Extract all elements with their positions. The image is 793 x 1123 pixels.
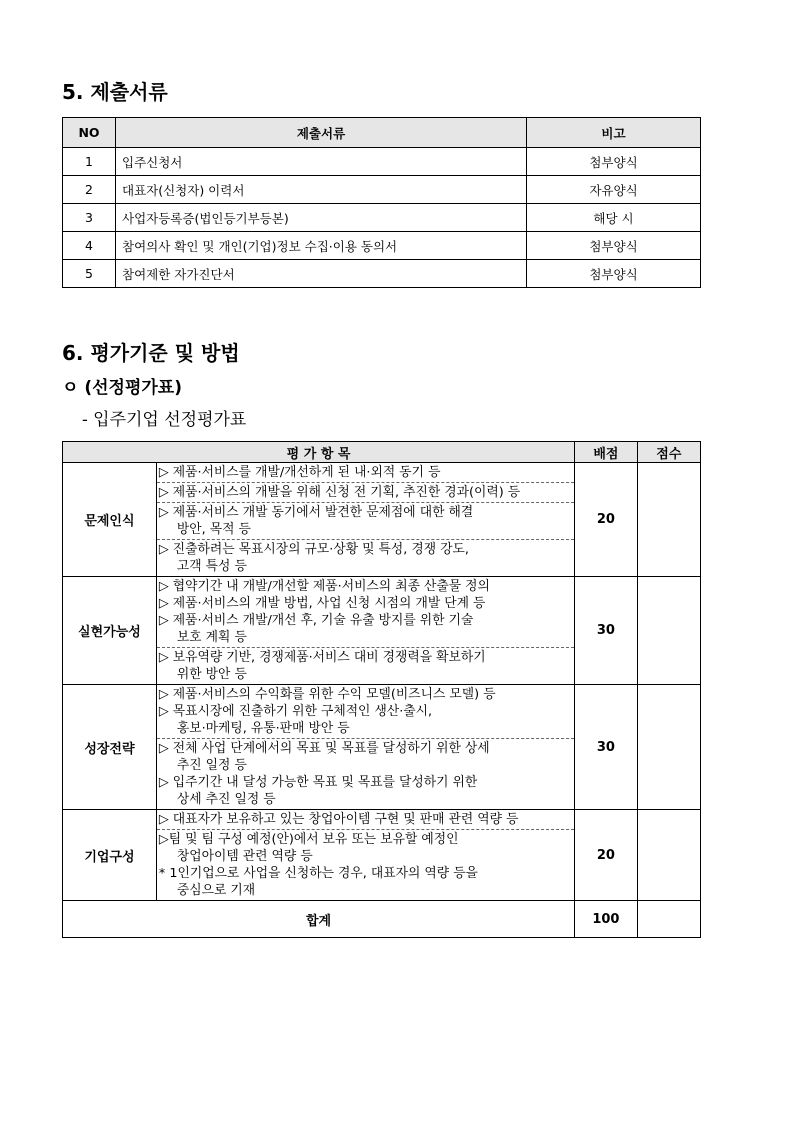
criteria-item (157, 810, 574, 830)
category-score: 30 (575, 685, 638, 810)
evaluation-table (62, 441, 701, 938)
criteria-line: 추진 일정 등 (176, 758, 247, 773)
category-score: 20 (575, 463, 638, 577)
criteria-list (156, 577, 574, 685)
criteria-list (156, 463, 574, 577)
points-cell (637, 463, 700, 577)
total-row (63, 901, 701, 938)
criteria-line: ▷ 제품·서비스 개발/개선 후, 기술 유출 방지를 위한 기술 (158, 613, 474, 628)
criteria-line: ▷ 보유역량 기반, 경쟁제품·서비스 대비 경쟁력을 확보하기 (158, 650, 486, 665)
category-score: 30 (575, 577, 638, 685)
criteria-line: ▷ 진출하려는 목표시장의 규모·상황 및 특성, 경쟁 강도, (158, 542, 469, 557)
criteria-line: * 1인기업으로 사업을 신청하는 경우, 대표자의 역량 등을 (158, 866, 478, 881)
criteria-line: 창업아이템 관련 역량 등 (176, 849, 313, 864)
category-name: 성장전략 (63, 685, 157, 810)
section6-table-caption: - 입주기업 선정평가표 (82, 410, 247, 430)
criteria-line: ▷ 제품·서비스를 개발/개선하게 된 내·외적 동기 등 (158, 465, 441, 480)
total-score: 100 (575, 901, 638, 938)
doc-note: 첨부양식 (527, 232, 701, 260)
criteria-line: ▷ 제품·서비스의 개발 방법, 사업 신청 시점의 개발 단계 등 (158, 596, 486, 611)
category-name: 문제인식 (63, 463, 157, 577)
criteria-line: 보호 계획 등 (176, 630, 247, 645)
criteria-line: ▷ 제품·서비스 개발 동기에서 발견한 문제점에 대한 해결 (158, 505, 474, 520)
evaluation-row (63, 685, 701, 810)
doc-name: 입주신청서 (116, 148, 527, 176)
table-row (63, 148, 701, 176)
criteria-line: ▷ 전체 사업 단계에서의 목표 및 목표를 달성하기 위한 상세 (158, 741, 490, 756)
criteria-line: 상세 추진 일정 등 (176, 792, 276, 807)
criteria-list (156, 685, 574, 810)
points-cell (637, 810, 700, 901)
evaluation-row (63, 810, 701, 901)
criteria-item (157, 483, 574, 503)
evaluation-row (63, 463, 701, 577)
criteria-line: 중심으로 기재 (176, 883, 256, 898)
col-header-score: 배점 (575, 442, 638, 463)
criteria-line: ▷ 제품·서비스의 개발을 위해 신청 전 기획, 추진한 경과(이력) 등 (158, 485, 521, 500)
criteria-item (157, 540, 574, 576)
section6-subtitle: ㅇ (선정평가표) (62, 378, 182, 398)
criteria-line: 방안, 목적 등 (176, 522, 251, 537)
doc-name: 사업자등록증(법인등기부등본) (116, 204, 527, 232)
criteria-item (157, 830, 574, 900)
table-row (63, 232, 701, 260)
criteria-item (157, 685, 574, 739)
category-score: 20 (575, 810, 638, 901)
criteria-line: 홍보·마케팅, 유통·판매 방안 등 (176, 721, 350, 736)
doc-note: 첨부양식 (527, 148, 701, 176)
doc-no: 3 (63, 204, 116, 232)
criteria-line: ▷ 목표시장에 진출하기 위한 구체적인 생산·출시, (158, 704, 433, 719)
criteria-line: 고객 특성 등 (176, 559, 247, 574)
documents-table (62, 117, 701, 288)
col-header-points: 점수 (637, 442, 700, 463)
points-cell (637, 685, 700, 810)
table-row (63, 204, 701, 232)
points-cell (637, 577, 700, 685)
criteria-line: ▷ 협약기간 내 개발/개선할 제품·서비스의 최종 산출물 정의 (158, 579, 490, 594)
criteria-list (156, 810, 574, 901)
col-header-document: 제출서류 (116, 118, 527, 148)
doc-note: 해당 시 (527, 204, 701, 232)
doc-no: 5 (63, 260, 116, 288)
criteria-item (157, 648, 574, 684)
criteria-item (157, 503, 574, 540)
total-label: 합계 (63, 901, 575, 938)
category-name: 실현가능성 (63, 577, 157, 685)
doc-note: 자유양식 (527, 176, 701, 204)
table-row (63, 176, 701, 204)
total-points-cell (637, 901, 700, 938)
category-name: 기업구성 (63, 810, 157, 901)
doc-name: 참여의사 확인 및 개인(기업)정보 수집·이용 동의서 (116, 232, 527, 260)
doc-no: 4 (63, 232, 116, 260)
criteria-line: ▷ 입주기간 내 달성 가능한 목표 및 목표를 달성하기 위한 (158, 775, 478, 790)
criteria-item (157, 739, 574, 809)
col-header-no: NO (63, 118, 116, 148)
section5-title: 5. 제출서류 (62, 80, 168, 104)
evaluation-row (63, 577, 701, 685)
criteria-line: ▷ 대표자가 보유하고 있는 창업아이템 구현 및 판매 관련 역량 등 (158, 812, 519, 827)
doc-name: 대표자(신청자) 이력서 (116, 176, 527, 204)
criteria-line: ▷ 제품·서비스의 수익화를 위한 수익 모델(비즈니스 모델) 등 (158, 687, 496, 702)
table-row (63, 260, 701, 288)
col-header-item: 평 가 항 목 (63, 442, 575, 463)
col-header-note: 비고 (527, 118, 701, 148)
criteria-line: ▷팀 및 팀 구성 예정(안)에서 보유 또는 보유할 예정인 (158, 832, 459, 847)
criteria-item (157, 577, 574, 648)
criteria-item (157, 463, 574, 483)
doc-no: 1 (63, 148, 116, 176)
section6-title: 6. 평가기준 및 방법 (62, 341, 240, 365)
criteria-line: 위한 방안 등 (176, 667, 247, 682)
doc-name: 참여제한 자가진단서 (116, 260, 527, 288)
doc-no: 2 (63, 176, 116, 204)
doc-note: 첨부양식 (527, 260, 701, 288)
